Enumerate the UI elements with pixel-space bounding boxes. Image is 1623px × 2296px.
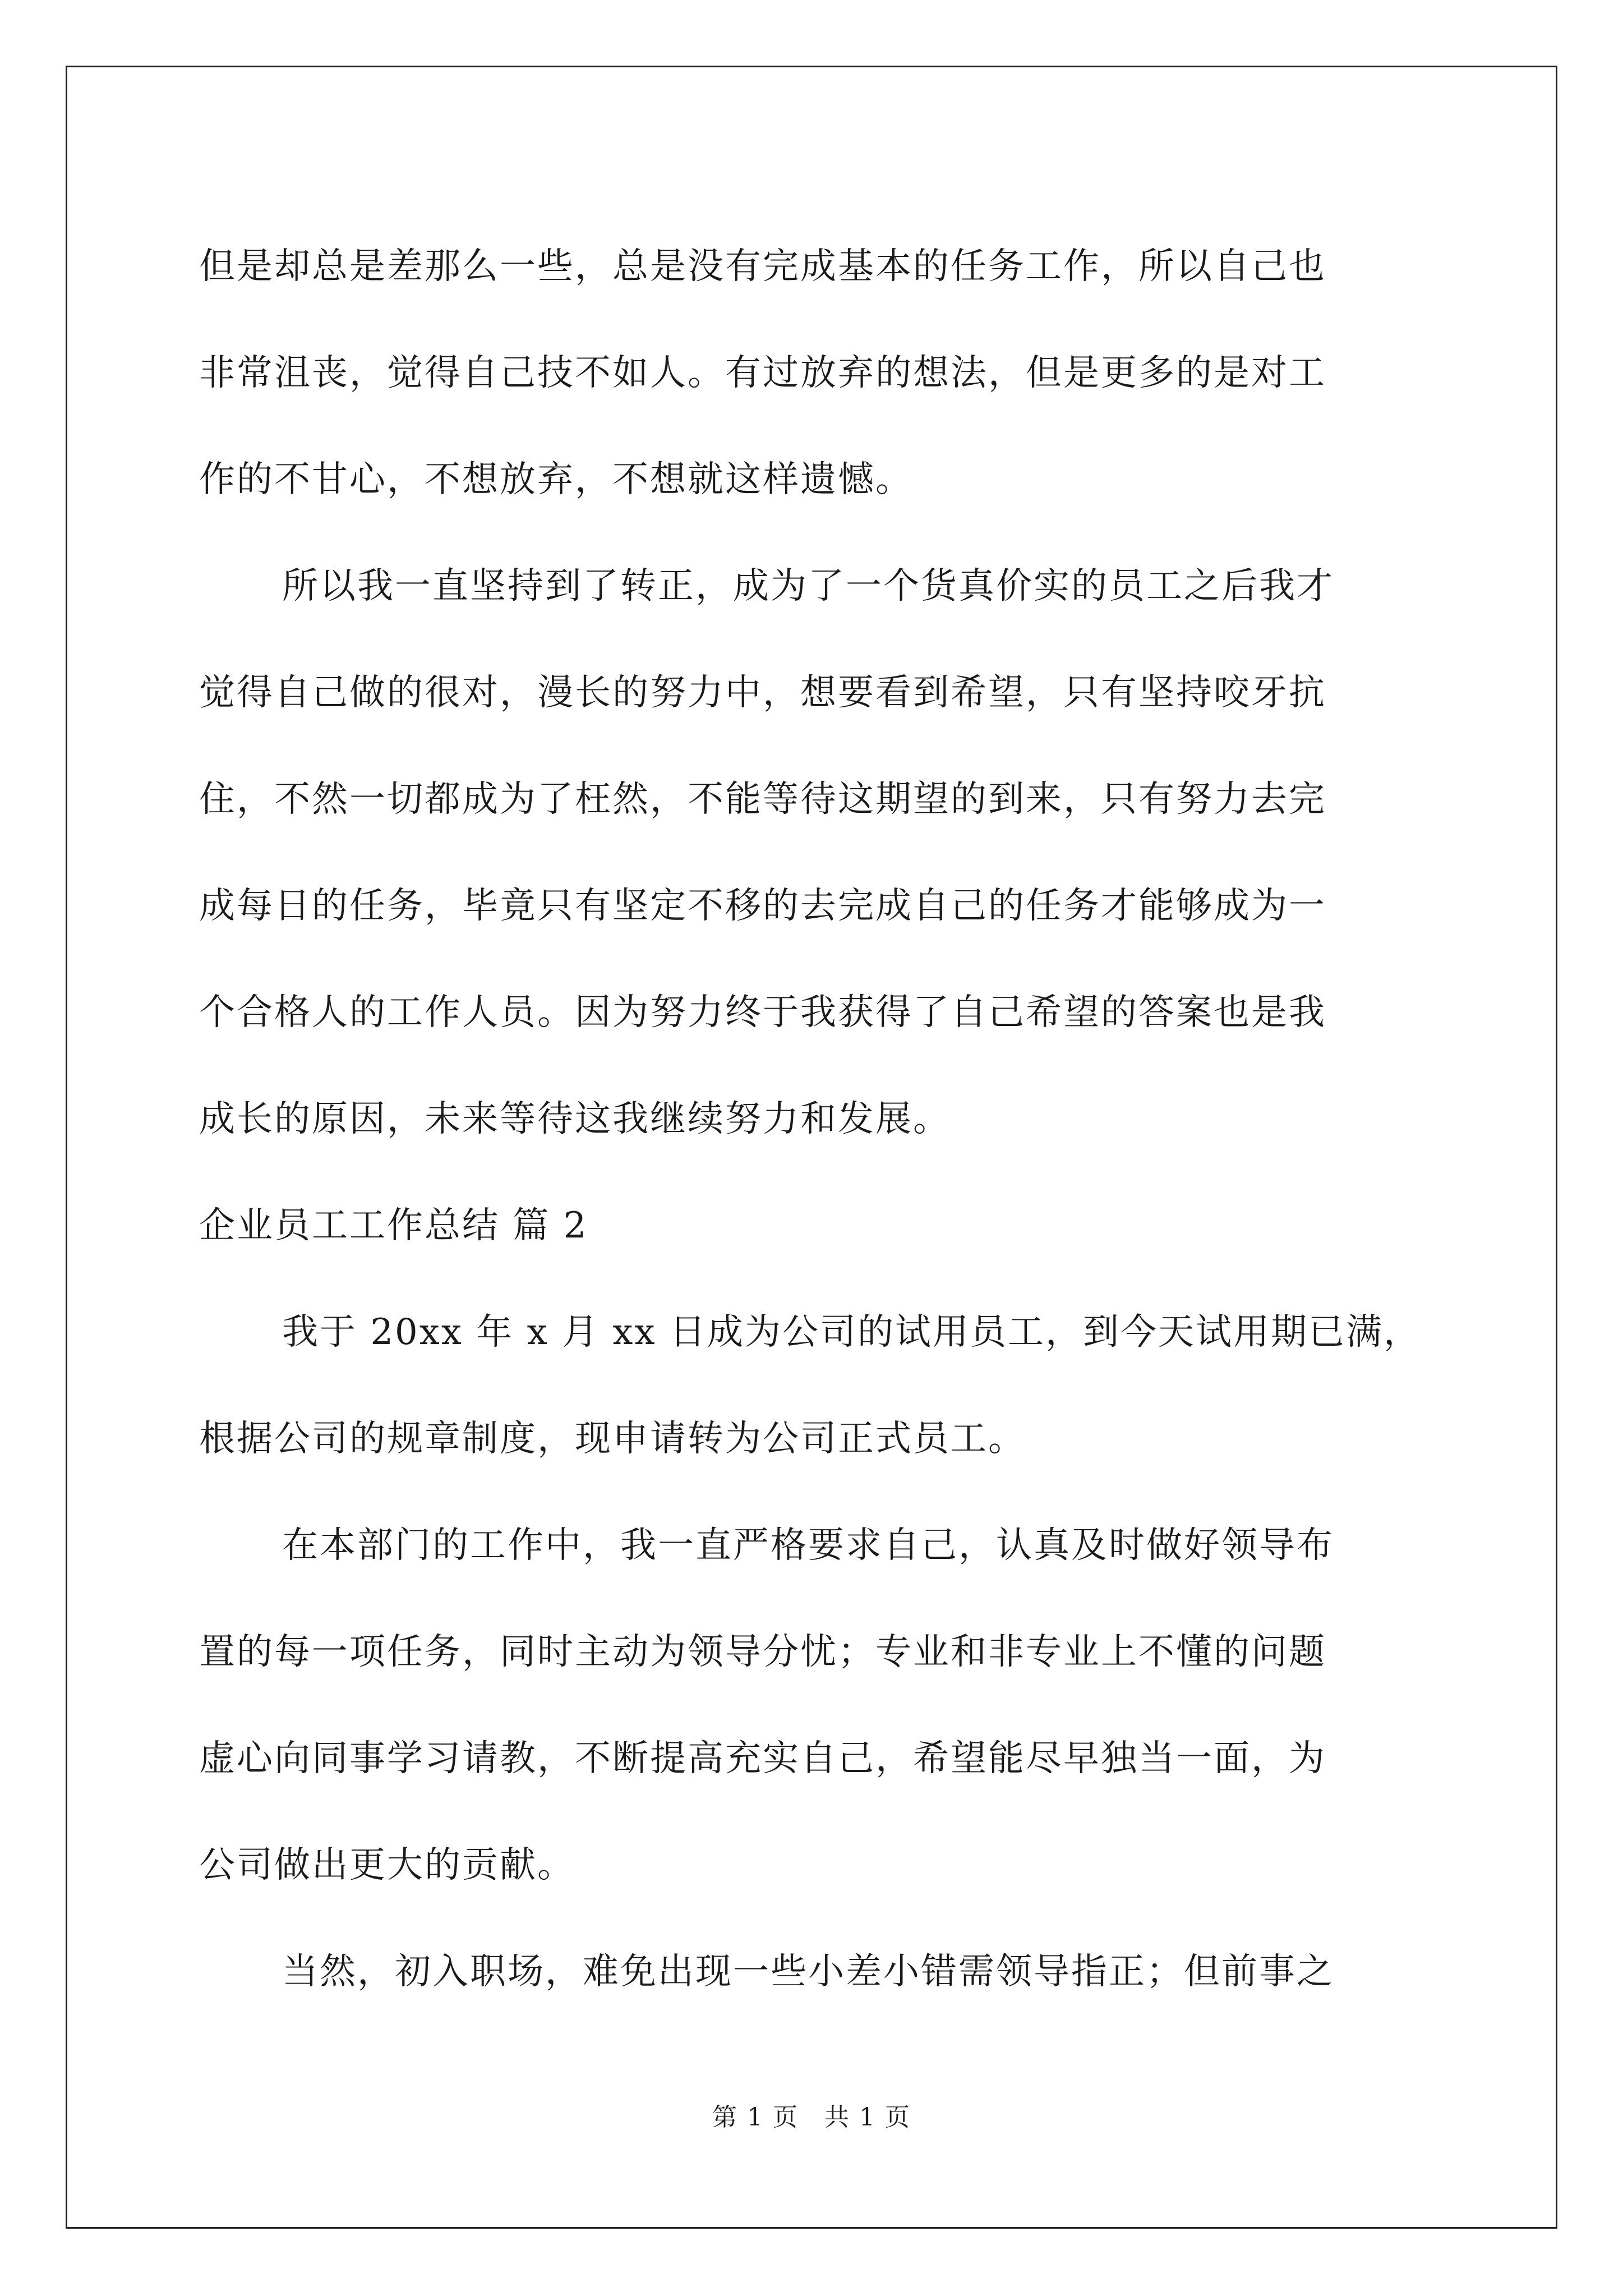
section-heading: 企业员工工作总结 篇 2 xyxy=(199,1205,588,1246)
text-line: 成长的原因，未来等待这我继续努力和发展。 xyxy=(199,1098,951,1140)
text-line: 公司做出更大的贡献。 xyxy=(199,1844,575,1886)
text-line: 置的每一项任务，同时主动为领导分忧；专业和非专业上不懂的问题 xyxy=(199,1631,1326,1673)
text-line: 作的不甘心，不想放弃，不想就这样遗憾。 xyxy=(199,459,913,500)
paragraph-2 xyxy=(199,533,1444,1172)
text-line: 在本部门的工作中，我一直严格要求自己，认真及时做好领导布 xyxy=(282,1525,1334,1566)
text-line: 觉得自己做的很对，漫长的努力中，想要看到希望，只有坚持咬牙抗 xyxy=(199,672,1326,714)
text-line: 当然，初入职场，难免出现一些小差小错需领导指正；但前事之 xyxy=(282,1951,1334,1993)
page-footer: 第 1 页 共 1 页 xyxy=(712,2103,911,2132)
paragraph-3 xyxy=(199,1279,1444,1492)
document-body xyxy=(199,213,1444,2025)
text-line: 个合格人的工作人员。因为努力终于我获得了自己希望的答案也是我 xyxy=(199,992,1326,1033)
paragraph-1 xyxy=(199,213,1444,533)
text-line: 住，不然一切都成为了枉然，不能等待这期望的到来，只有努力去完 xyxy=(199,779,1326,820)
text-line: 虚心向同事学习请教，不断提高充实自己，希望能尽早独当一面，为 xyxy=(199,1738,1326,1779)
paragraph-5 xyxy=(199,1918,1444,2025)
text-line: 成每日的任务，毕竟只有坚定不移的去完成自己的任务才能够成为一 xyxy=(199,885,1326,927)
text-line: 根据公司的规章制度，现申请转为公司正式员工。 xyxy=(199,1418,1026,1460)
paragraph-4 xyxy=(199,1492,1444,1918)
text-line: 非常沮丧，觉得自己技不如人。有过放弃的想法，但是更多的是对工 xyxy=(199,352,1326,394)
text-line: 我于 20xx 年 x 月 xx 日成为公司的试用员工，到今天试用期已满， xyxy=(282,1312,1421,1353)
text-line: 所以我一直坚持到了转正，成为了一个货真价实的员工之后我才 xyxy=(282,565,1334,607)
text-line: 但是却总是差那么一些，总是没有完成基本的任务工作，所以自己也 xyxy=(199,246,1326,287)
